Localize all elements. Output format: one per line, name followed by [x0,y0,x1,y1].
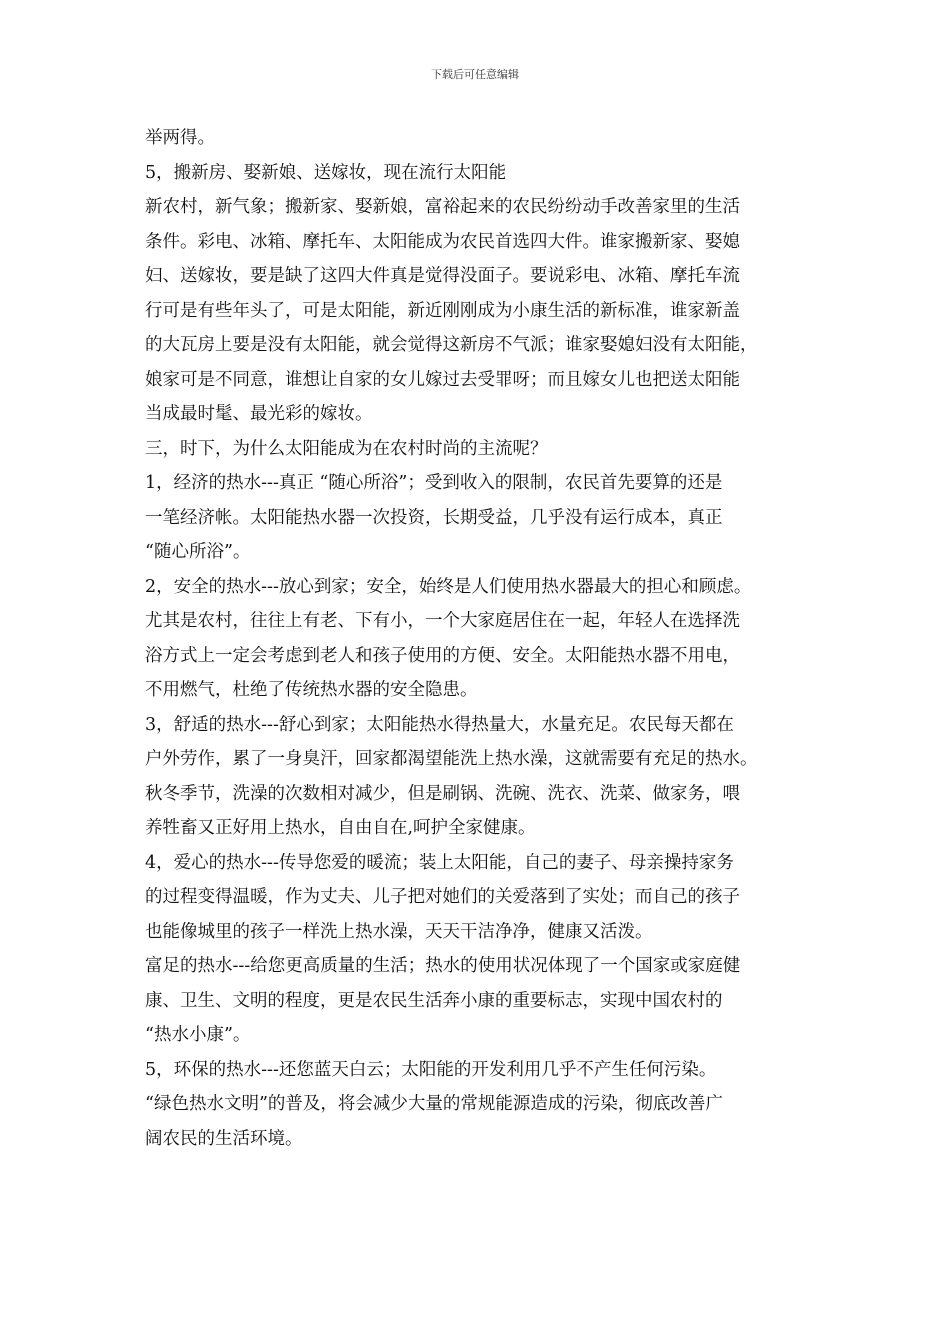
text-line: 富足的热水---给您更高质量的生活；热水的使用状况体现了一个国家或家庭健 [145,956,741,976]
text-line: “绿色热水文明”的普及，将会减少大量的常规能源造成的污染，彻底改善广 [145,1094,723,1114]
text-line: “热水小康”。 [145,1025,251,1045]
text-line: 一笔经济帐。太阳能热水器一次投资，长期受益，几乎没有运行成本，真正 [145,507,723,528]
text-line: 尤其是农村，往往上有老、下有小，一个大家庭居住在一起，年轻人在选择洗 [145,611,740,631]
text-line: 行可是有些年头了，可是太阳能，新近刚刚成为小康生活的新标准，谁家新盖 [145,300,740,321]
page-header: 下载后可任意编辑 [431,68,519,81]
text-line: 户外劳作，累了一身臭汗，回家都渴望能洗上热水澡，这就需要有充足的热水。 [145,749,758,769]
text-line: 3，舒适的热水---舒心到家；太阳能热水得热量大，水量充足。农民每天都在 [145,714,734,735]
text-line: 养牲畜又正好用上热水，自由自在,呵护全家健康。 [145,818,536,838]
text-line: 的过程变得温暖，作为丈夫、儿子把对她们的关爱落到了实处；而自己的孩子 [145,887,740,907]
text-line: 条件。彩电、冰箱、摩托车、太阳能成为农民首选四大件。谁家搬新家、娶媳 [145,231,740,252]
text-line: “随心所浴”。 [145,542,251,562]
text-line: 也能像城里的孩子一样洗上热水澡，天天干洁净净，健康又活泼。 [145,921,653,942]
text-line: 举两得。 [145,128,215,148]
text-line: 不用燃气，杜绝了传统热水器的安全隐患。 [145,680,478,700]
text-line: 浴方式上一定会考虑到老人和孩子使用的方便、安全。太阳能热水器不用电， [145,645,740,666]
text-line: 娘家可是不同意，谁想让自家的女儿嫁过去受罪呀；而且嫁女儿也把送太阳能 [145,369,740,390]
text-line: 妇、送嫁妆，要是缺了这四大件真是觉得没面子。要说彩电、冰箱、摩托车流 [145,266,740,286]
text-line: 三，时下，为什么太阳能成为在农村时尚的主流呢？ [145,438,548,459]
text-line: 阔农民的生活环境。 [145,1128,303,1149]
text-line: 1，经济的热水---真正 “随心所浴”；受到收入的限制，农民首先要算的还是 [145,473,723,493]
text-line: 5，搬新房、娶新娘、送嫁妆，现在流行太阳能 [145,162,507,183]
text-line: 新农村，新气象；搬新家、娶新娘，富裕起来的农民纷纷动手改善家里的生活 [145,197,740,217]
text-line: 秋冬季节，洗澡的次数相对减少，但是刷锅、洗碗、洗衣、洗菜、做家务，喂 [145,783,740,804]
text-line: 康、卫生、文明的程度，更是农民生活奔小康的重要标志，实现中国农村的 [145,990,723,1011]
text-line: 2，安全的热水---放心到家；安全，始终是人们使用热水器最大的担心和顾虑。 [145,576,752,597]
text-line: 的大瓦房上要是没有太阳能，就会觉得这新房不气派；谁家娶媳妇没有太阳能， [145,335,758,355]
text-line: 当成最时髦、最光彩的嫁妆。 [145,404,373,424]
document-body [145,121,835,1156]
text-line: 5，环保的热水---还您蓝天白云；太阳能的开发利用几乎不产生任何污染。 [145,1059,717,1080]
text-line: 4，爱心的热水---传导您爱的暖流；装上太阳能，自己的妻子、母亲操持家务 [145,852,734,873]
